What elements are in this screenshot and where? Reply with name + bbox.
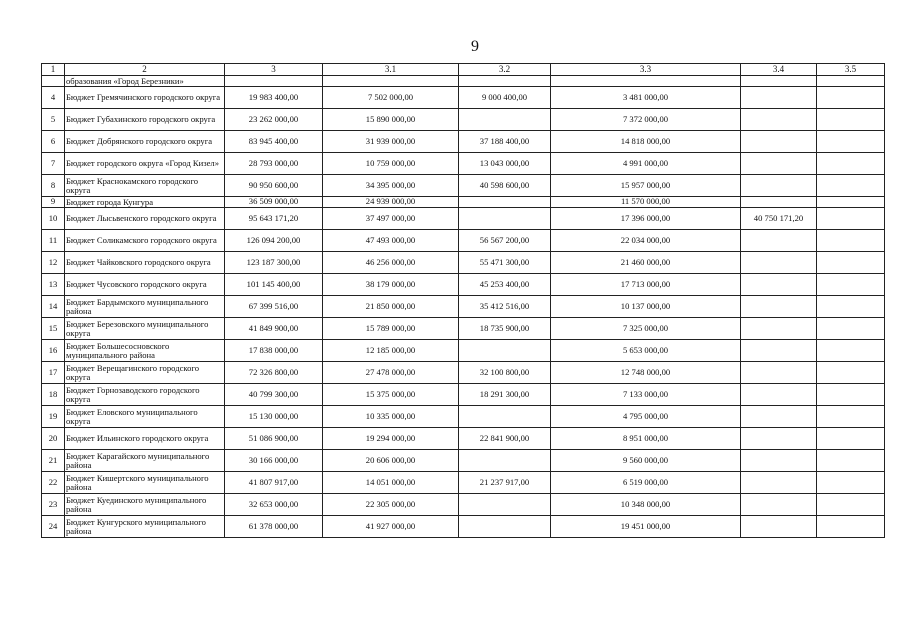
row-number: 9 (42, 197, 65, 208)
col-3-3-value (551, 76, 741, 87)
col-3-1-value: 41 927 000,00 (323, 516, 459, 538)
column-header: 1 (42, 64, 65, 76)
col-3-4-value: 40 750 171,20 (741, 208, 817, 230)
table-row (42, 109, 885, 131)
col-3-value: 90 950 600,00 (225, 175, 323, 197)
budget-name: Бюджет Еловского муниципального округа (65, 406, 225, 428)
header-row (42, 64, 885, 76)
col-3-5-value (817, 131, 885, 153)
col-3-value: 126 094 200,00 (225, 230, 323, 252)
budget-allocation-table (41, 63, 885, 538)
col-3-value: 15 130 000,00 (225, 406, 323, 428)
table-row (42, 494, 885, 516)
col-3-5-value (817, 109, 885, 131)
row-number: 6 (42, 131, 65, 153)
col-3-3-value: 14 818 000,00 (551, 131, 741, 153)
table-row (42, 175, 885, 197)
col-3-4-value (741, 296, 817, 318)
col-3-value: 61 378 000,00 (225, 516, 323, 538)
budget-name: Бюджет Чусовского городского округа (65, 274, 225, 296)
column-header: 3.1 (323, 64, 459, 76)
budget-name: Бюджет Бардымского муниципального района (65, 296, 225, 318)
col-3-2-value: 18 291 300,00 (459, 384, 551, 406)
col-3-2-value (459, 406, 551, 428)
column-header: 3.2 (459, 64, 551, 76)
col-3-3-value: 3 481 000,00 (551, 87, 741, 109)
col-3-1-value: 34 395 000,00 (323, 175, 459, 197)
col-3-value: 72 326 800,00 (225, 362, 323, 384)
col-3-3-value: 7 325 000,00 (551, 318, 741, 340)
table-row (42, 230, 885, 252)
col-3-2-value: 13 043 000,00 (459, 153, 551, 175)
col-3-1-value: 31 939 000,00 (323, 131, 459, 153)
col-3-value: 41 807 917,00 (225, 472, 323, 494)
table-row (42, 296, 885, 318)
col-3-5-value (817, 428, 885, 450)
table-row (42, 362, 885, 384)
row-number: 12 (42, 252, 65, 274)
table-row (42, 252, 885, 274)
col-3-5-value (817, 87, 885, 109)
budget-name: Бюджет Лысьвенского городского округа (65, 208, 225, 230)
row-number (42, 76, 65, 87)
col-3-2-value: 40 598 600,00 (459, 175, 551, 197)
col-3-2-value: 37 188 400,00 (459, 131, 551, 153)
budget-name: Бюджет Краснокамского городского округа (65, 175, 225, 197)
table-row (42, 450, 885, 472)
col-3-3-value: 7 133 000,00 (551, 384, 741, 406)
col-3-3-value: 21 460 000,00 (551, 252, 741, 274)
table-row (42, 131, 885, 153)
col-3-1-value: 20 606 000,00 (323, 450, 459, 472)
col-3-5-value (817, 406, 885, 428)
column-header: 3.5 (817, 64, 885, 76)
col-3-4-value (741, 153, 817, 175)
col-3-4-value (741, 362, 817, 384)
table-row (42, 384, 885, 406)
budget-name: Бюджет Добрянского городского округа (65, 131, 225, 153)
col-3-4-value (741, 318, 817, 340)
budget-name: Бюджет Кунгурского муниципального района (65, 516, 225, 538)
budget-name: Бюджет Большесосновского муниципального района (65, 340, 225, 362)
row-number: 10 (42, 208, 65, 230)
row-number: 20 (42, 428, 65, 450)
col-3-4-value (741, 406, 817, 428)
col-3-4-value (741, 252, 817, 274)
budget-name: Бюджет Карагайского муниципального района (65, 450, 225, 472)
col-3-5-value (817, 153, 885, 175)
page-number: 9 (471, 38, 479, 55)
column-header: 3.3 (551, 64, 741, 76)
table-row (42, 472, 885, 494)
col-3-5-value (817, 175, 885, 197)
col-3-2-value (459, 197, 551, 208)
col-3-5-value (817, 208, 885, 230)
col-3-5-value (817, 296, 885, 318)
col-3-1-value: 27 478 000,00 (323, 362, 459, 384)
table-row (42, 406, 885, 428)
col-3-value: 40 799 300,00 (225, 384, 323, 406)
col-3-1-value: 15 789 000,00 (323, 318, 459, 340)
col-3-value (225, 76, 323, 87)
col-3-5-value (817, 516, 885, 538)
budget-name: Бюджет Горнозаводского городского округа (65, 384, 225, 406)
column-header: 3.4 (741, 64, 817, 76)
row-number: 15 (42, 318, 65, 340)
row-number: 4 (42, 87, 65, 109)
col-3-1-value: 15 890 000,00 (323, 109, 459, 131)
col-3-2-value: 32 100 800,00 (459, 362, 551, 384)
col-3-3-value: 6 519 000,00 (551, 472, 741, 494)
col-3-4-value (741, 175, 817, 197)
table-row (42, 208, 885, 230)
budget-name: Бюджет городского округа «Город Кизел» (65, 153, 225, 175)
row-number: 11 (42, 230, 65, 252)
col-3-1-value: 22 305 000,00 (323, 494, 459, 516)
budget-name: Бюджет Чайковского городского округа (65, 252, 225, 274)
row-number: 24 (42, 516, 65, 538)
col-3-4-value (741, 230, 817, 252)
col-3-4-value (741, 516, 817, 538)
row-number: 14 (42, 296, 65, 318)
col-3-4-value (741, 494, 817, 516)
col-3-5-value (817, 450, 885, 472)
col-3-2-value (459, 494, 551, 516)
budget-name: Бюджет Гремячинского городского округа (65, 87, 225, 109)
col-3-1-value: 10 759 000,00 (323, 153, 459, 175)
col-3-3-value: 12 748 000,00 (551, 362, 741, 384)
row-number: 17 (42, 362, 65, 384)
col-3-4-value (741, 428, 817, 450)
col-3-2-value (459, 340, 551, 362)
budget-name: Бюджет Ильинского городского округа (65, 428, 225, 450)
table-row (42, 274, 885, 296)
col-3-3-value: 10 348 000,00 (551, 494, 741, 516)
col-3-1-value: 38 179 000,00 (323, 274, 459, 296)
col-3-1-value: 15 375 000,00 (323, 384, 459, 406)
table-row (42, 153, 885, 175)
continuation-row (42, 76, 885, 87)
col-3-1-value: 24 939 000,00 (323, 197, 459, 208)
col-3-value: 36 509 000,00 (225, 197, 323, 208)
col-3-2-value: 18 735 900,00 (459, 318, 551, 340)
budget-name: Бюджет Верещагинского городского округа (65, 362, 225, 384)
col-3-5-value (817, 384, 885, 406)
col-3-2-value (459, 76, 551, 87)
col-3-2-value: 55 471 300,00 (459, 252, 551, 274)
row-number: 13 (42, 274, 65, 296)
col-3-5-value (817, 472, 885, 494)
col-3-3-value: 19 451 000,00 (551, 516, 741, 538)
col-3-value: 67 399 516,00 (225, 296, 323, 318)
row-number: 18 (42, 384, 65, 406)
table-row (42, 516, 885, 538)
row-number: 21 (42, 450, 65, 472)
col-3-1-value: 14 051 000,00 (323, 472, 459, 494)
row-number: 22 (42, 472, 65, 494)
col-3-3-value: 22 034 000,00 (551, 230, 741, 252)
col-3-value: 30 166 000,00 (225, 450, 323, 472)
col-3-3-value: 17 396 000,00 (551, 208, 741, 230)
budget-name: образования «Город Березники» (65, 76, 225, 87)
column-header: 3 (225, 64, 323, 76)
col-3-4-value (741, 384, 817, 406)
col-3-4-value (741, 197, 817, 208)
col-3-2-value (459, 208, 551, 230)
col-3-5-value (817, 494, 885, 516)
col-3-3-value: 7 372 000,00 (551, 109, 741, 131)
row-number: 23 (42, 494, 65, 516)
table-row (42, 340, 885, 362)
col-3-3-value: 17 713 000,00 (551, 274, 741, 296)
col-3-1-value: 12 185 000,00 (323, 340, 459, 362)
col-3-value: 17 838 000,00 (225, 340, 323, 362)
col-3-1-value: 19 294 000,00 (323, 428, 459, 450)
budget-name: Бюджет Куединского муниципального района (65, 494, 225, 516)
col-3-1-value (323, 76, 459, 87)
col-3-5-value (817, 230, 885, 252)
col-3-1-value: 10 335 000,00 (323, 406, 459, 428)
col-3-value: 28 793 000,00 (225, 153, 323, 175)
col-3-value: 51 086 900,00 (225, 428, 323, 450)
col-3-3-value: 5 653 000,00 (551, 340, 741, 362)
col-3-value: 123 187 300,00 (225, 252, 323, 274)
col-3-3-value: 4 991 000,00 (551, 153, 741, 175)
col-3-5-value (817, 340, 885, 362)
col-3-1-value: 7 502 000,00 (323, 87, 459, 109)
column-header: 2 (65, 64, 225, 76)
col-3-2-value: 35 412 516,00 (459, 296, 551, 318)
col-3-3-value: 10 137 000,00 (551, 296, 741, 318)
col-3-value: 101 145 400,00 (225, 274, 323, 296)
col-3-4-value (741, 472, 817, 494)
col-3-2-value: 21 237 917,00 (459, 472, 551, 494)
table-row (42, 318, 885, 340)
col-3-4-value (741, 109, 817, 131)
col-3-value: 41 849 900,00 (225, 318, 323, 340)
budget-name: Бюджет Губахинского городского округа (65, 109, 225, 131)
col-3-value: 83 945 400,00 (225, 131, 323, 153)
col-3-3-value: 9 560 000,00 (551, 450, 741, 472)
col-3-2-value (459, 516, 551, 538)
col-3-1-value: 37 497 000,00 (323, 208, 459, 230)
col-3-5-value (817, 252, 885, 274)
col-3-value: 19 983 400,00 (225, 87, 323, 109)
row-number: 7 (42, 153, 65, 175)
budget-name: Бюджет города Кунгура (65, 197, 225, 208)
col-3-5-value (817, 197, 885, 208)
budget-name: Бюджет Соликамского городского округа (65, 230, 225, 252)
col-3-3-value: 15 957 000,00 (551, 175, 741, 197)
col-3-4-value (741, 87, 817, 109)
col-3-2-value: 56 567 200,00 (459, 230, 551, 252)
col-3-4-value (741, 76, 817, 87)
col-3-4-value (741, 131, 817, 153)
col-3-1-value: 47 493 000,00 (323, 230, 459, 252)
row-number: 19 (42, 406, 65, 428)
col-3-2-value: 45 253 400,00 (459, 274, 551, 296)
row-number: 16 (42, 340, 65, 362)
col-3-3-value: 4 795 000,00 (551, 406, 741, 428)
col-3-2-value (459, 450, 551, 472)
col-3-4-value (741, 340, 817, 362)
col-3-5-value (817, 318, 885, 340)
budget-name: Бюджет Березовского муниципального округа (65, 318, 225, 340)
row-number: 8 (42, 175, 65, 197)
col-3-2-value: 9 000 400,00 (459, 87, 551, 109)
col-3-2-value: 22 841 900,00 (459, 428, 551, 450)
col-3-5-value (817, 362, 885, 384)
col-3-3-value: 8 951 000,00 (551, 428, 741, 450)
col-3-value: 32 653 000,00 (225, 494, 323, 516)
table-row (42, 87, 885, 109)
col-3-2-value (459, 109, 551, 131)
col-3-4-value (741, 274, 817, 296)
col-3-4-value (741, 450, 817, 472)
col-3-3-value: 11 570 000,00 (551, 197, 741, 208)
col-3-value: 23 262 000,00 (225, 109, 323, 131)
budget-name: Бюджет Кишертского муниципального района (65, 472, 225, 494)
col-3-1-value: 46 256 000,00 (323, 252, 459, 274)
row-number: 5 (42, 109, 65, 131)
col-3-value: 95 643 171,20 (225, 208, 323, 230)
col-3-1-value: 21 850 000,00 (323, 296, 459, 318)
col-3-5-value (817, 274, 885, 296)
table-row (42, 197, 885, 208)
table-row (42, 428, 885, 450)
col-3-5-value (817, 76, 885, 87)
